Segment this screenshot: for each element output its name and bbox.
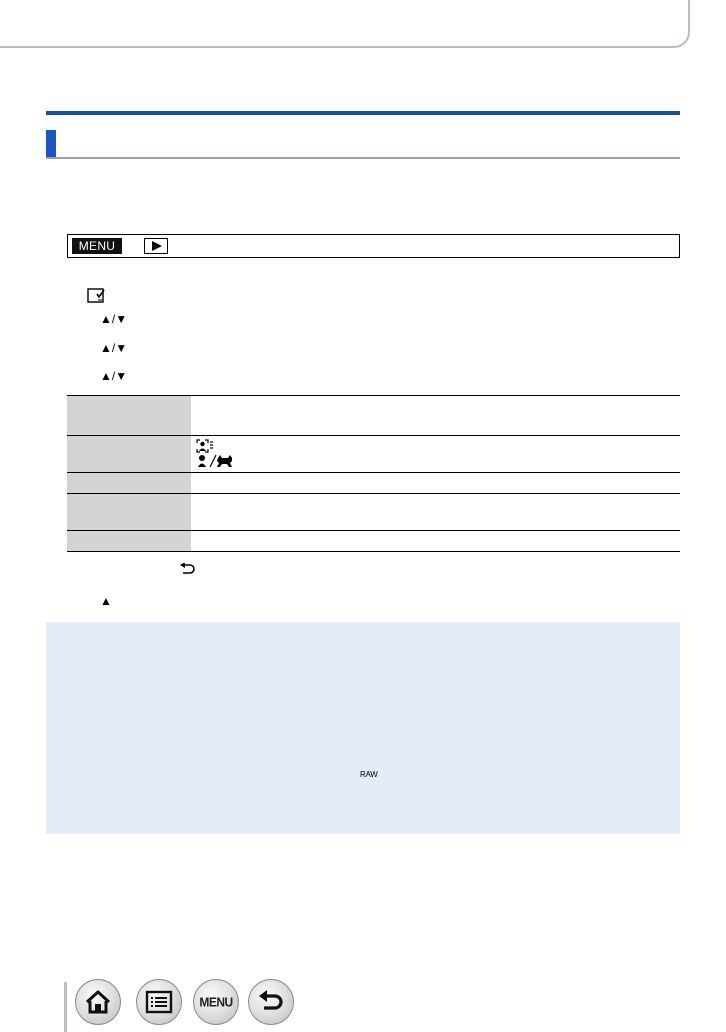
note-box bbox=[46, 622, 680, 834]
back-button[interactable] bbox=[248, 979, 294, 1025]
table-row bbox=[67, 436, 680, 473]
home-icon bbox=[84, 989, 112, 1015]
table-value-cell bbox=[191, 436, 680, 473]
table-label-cell bbox=[67, 396, 191, 436]
table-value-cell bbox=[191, 396, 680, 436]
table-value-cell bbox=[191, 494, 680, 531]
edit-check-icon bbox=[87, 288, 107, 309]
page-header-frame bbox=[0, 0, 690, 48]
menu-badge: MENU bbox=[72, 238, 122, 254]
baby-pet-icon bbox=[196, 454, 680, 469]
section-underline bbox=[46, 157, 680, 159]
menu-path-box bbox=[67, 234, 680, 258]
face-recognition-icon bbox=[196, 439, 680, 454]
up-down-arrows: ▲/▼ bbox=[100, 341, 128, 355]
chapter-rule bbox=[46, 111, 680, 115]
up-down-arrows: ▲/▼ bbox=[100, 312, 128, 326]
return-icon bbox=[179, 563, 195, 582]
contents-list-icon bbox=[145, 990, 173, 1014]
up-down-arrows: ▲/▼ bbox=[100, 369, 128, 383]
settings-table bbox=[67, 395, 680, 552]
table-row bbox=[67, 531, 680, 552]
menu-button-label: MENU bbox=[199, 994, 233, 1010]
table-row bbox=[67, 396, 680, 436]
table-row bbox=[67, 473, 680, 494]
up-arrow: ▲ bbox=[100, 594, 112, 608]
contents-button[interactable] bbox=[136, 979, 182, 1025]
menu-button[interactable] bbox=[193, 979, 239, 1025]
nav-divider bbox=[64, 982, 67, 1032]
section-marker bbox=[46, 130, 56, 158]
back-icon bbox=[257, 990, 285, 1014]
table-row bbox=[67, 494, 680, 531]
playback-icon bbox=[144, 238, 168, 254]
table-value-cell bbox=[191, 531, 680, 552]
home-button[interactable] bbox=[75, 979, 121, 1025]
raw-icon: RAW bbox=[360, 770, 378, 779]
table-value-cell bbox=[191, 473, 680, 494]
table-label-cell bbox=[67, 494, 191, 531]
table-label-cell bbox=[67, 436, 191, 473]
table-label-cell bbox=[67, 531, 191, 552]
table-label-cell bbox=[67, 473, 191, 494]
